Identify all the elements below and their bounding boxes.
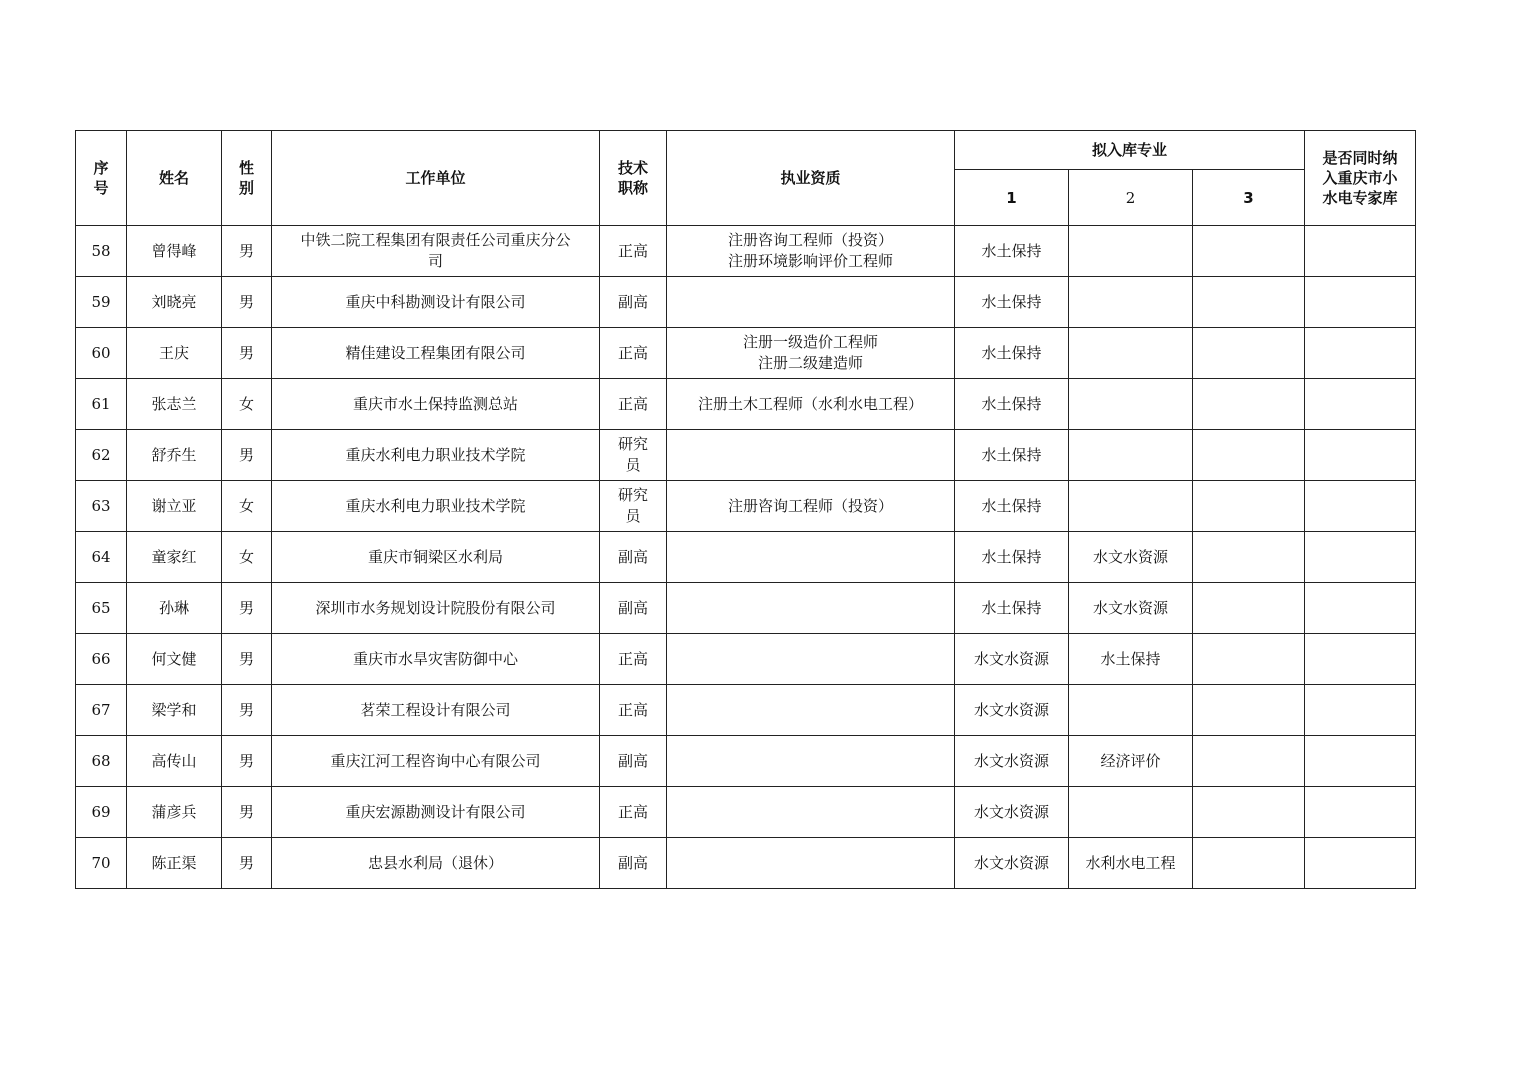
cell-employer-line: 司 xyxy=(427,252,443,270)
cell-major-1: 水文水资源 xyxy=(955,634,1069,685)
table-row xyxy=(76,787,1416,838)
cell-hydropower xyxy=(1305,277,1416,328)
cell-seq: 58 xyxy=(76,226,127,277)
cell-name: 孙琳 xyxy=(127,583,222,634)
header-title: 技术 职称 xyxy=(600,131,667,226)
cell-gender: 男 xyxy=(222,634,272,685)
cell-qualification xyxy=(667,685,955,736)
cell-title xyxy=(600,736,667,787)
cell-major-3 xyxy=(1193,532,1305,583)
header-major-1: 1 xyxy=(955,170,1069,226)
cell-employer xyxy=(272,736,600,787)
cell-major-1: 水文水资源 xyxy=(955,838,1069,889)
cell-title xyxy=(600,277,667,328)
cell-hydropower xyxy=(1305,634,1416,685)
cell-title-line: 正高 xyxy=(617,241,648,260)
cell-seq: 64 xyxy=(76,532,127,583)
cell-hydropower xyxy=(1305,685,1416,736)
cell-title-line: 研究 xyxy=(617,435,648,453)
cell-seq: 66 xyxy=(76,634,127,685)
cell-major-2: 水土保持 xyxy=(1069,634,1193,685)
cell-major-3 xyxy=(1193,838,1305,889)
cell-title xyxy=(600,838,667,889)
cell-employer xyxy=(272,532,600,583)
cell-major-1: 水土保持 xyxy=(955,430,1069,481)
cell-seq: 70 xyxy=(76,838,127,889)
cell-seq: 61 xyxy=(76,379,127,430)
cell-employer-line: 重庆市水旱灾害防御中心 xyxy=(352,649,518,668)
cell-gender: 女 xyxy=(222,481,272,532)
cell-hydropower xyxy=(1305,787,1416,838)
cell-title xyxy=(600,481,667,532)
cell-employer-line: 重庆市水土保持监测总站 xyxy=(352,394,518,413)
cell-seq: 63 xyxy=(76,481,127,532)
cell-employer-line: 重庆水利电力职业技术学院 xyxy=(345,445,526,464)
cell-seq: 65 xyxy=(76,583,127,634)
cell-name: 梁学和 xyxy=(127,685,222,736)
cell-qualification xyxy=(667,838,955,889)
cell-gender: 男 xyxy=(222,736,272,787)
cell-title-line: 副高 xyxy=(617,292,648,311)
cell-hydropower xyxy=(1305,328,1416,379)
table-row xyxy=(76,634,1416,685)
header-hydropower: 是否同时纳 入重庆市小 水电专家库 xyxy=(1305,131,1416,226)
table-body xyxy=(76,226,1416,889)
cell-name: 蒲彦兵 xyxy=(127,787,222,838)
header-majors-group: 拟入库专业 xyxy=(955,131,1305,170)
cell-title xyxy=(600,379,667,430)
cell-gender: 男 xyxy=(222,277,272,328)
cell-employer xyxy=(272,379,600,430)
cell-major-3 xyxy=(1193,328,1305,379)
cell-major-2 xyxy=(1069,430,1193,481)
cell-employer-line: 深圳市水务规划设计院股份有限公司 xyxy=(315,598,556,617)
cell-gender: 男 xyxy=(222,583,272,634)
cell-employer-line: 重庆中科勘测设计有限公司 xyxy=(345,292,526,311)
cell-title xyxy=(600,328,667,379)
cell-qualification-line: 注册二级建造师 xyxy=(757,354,863,372)
cell-major-2 xyxy=(1069,787,1193,838)
cell-hydropower xyxy=(1305,430,1416,481)
cell-qualification xyxy=(667,328,955,379)
cell-major-3 xyxy=(1193,634,1305,685)
cell-gender: 女 xyxy=(222,532,272,583)
table-row xyxy=(76,481,1416,532)
cell-employer-line: 重庆宏源勘测设计有限公司 xyxy=(345,802,526,821)
cell-name: 何文健 xyxy=(127,634,222,685)
cell-seq: 68 xyxy=(76,736,127,787)
cell-employer-line: 重庆江河工程咨询中心有限公司 xyxy=(330,751,541,770)
cell-major-2: 水文水资源 xyxy=(1069,583,1193,634)
cell-gender: 男 xyxy=(222,328,272,379)
cell-hydropower xyxy=(1305,583,1416,634)
cell-gender: 男 xyxy=(222,685,272,736)
header-name: 姓名 xyxy=(127,131,222,226)
cell-qualification xyxy=(667,277,955,328)
expert-table-page xyxy=(75,130,1415,889)
cell-major-3 xyxy=(1193,226,1305,277)
cell-major-2 xyxy=(1069,277,1193,328)
cell-major-1: 水土保持 xyxy=(955,379,1069,430)
cell-name: 谢立亚 xyxy=(127,481,222,532)
cell-qualification xyxy=(667,430,955,481)
cell-title-line: 正高 xyxy=(617,343,648,362)
cell-title-line: 正高 xyxy=(617,802,648,821)
cell-name: 舒乔生 xyxy=(127,430,222,481)
cell-major-2 xyxy=(1069,685,1193,736)
cell-name: 王庆 xyxy=(127,328,222,379)
cell-qualification xyxy=(667,787,955,838)
cell-hydropower xyxy=(1305,736,1416,787)
cell-seq: 62 xyxy=(76,430,127,481)
cell-title xyxy=(600,685,667,736)
cell-name: 童家红 xyxy=(127,532,222,583)
cell-major-3 xyxy=(1193,685,1305,736)
cell-major-3 xyxy=(1193,736,1305,787)
cell-qualification-line: 注册土木工程师（水利水电工程） xyxy=(697,394,923,413)
cell-title xyxy=(600,787,667,838)
cell-major-2: 水文水资源 xyxy=(1069,532,1193,583)
cell-qualification xyxy=(667,379,955,430)
cell-major-3 xyxy=(1193,481,1305,532)
cell-employer-line: 重庆市铜梁区水利局 xyxy=(367,547,503,566)
cell-employer xyxy=(272,634,600,685)
cell-employer-line: 茗荣工程设计有限公司 xyxy=(360,700,511,719)
cell-gender: 男 xyxy=(222,838,272,889)
table-row xyxy=(76,430,1416,481)
cell-major-3 xyxy=(1193,379,1305,430)
cell-major-2 xyxy=(1069,328,1193,379)
table-row xyxy=(76,583,1416,634)
cell-title-line: 正高 xyxy=(617,700,648,719)
cell-title-line: 副高 xyxy=(617,751,648,770)
cell-name: 曾得峰 xyxy=(127,226,222,277)
cell-employer xyxy=(272,685,600,736)
cell-major-2 xyxy=(1069,379,1193,430)
cell-title-line: 副高 xyxy=(617,598,648,617)
header-gender: 性 别 xyxy=(222,131,272,226)
cell-major-3 xyxy=(1193,787,1305,838)
cell-major-3 xyxy=(1193,277,1305,328)
cell-qualification xyxy=(667,583,955,634)
cell-gender: 男 xyxy=(222,430,272,481)
cell-qualification xyxy=(667,634,955,685)
table-row xyxy=(76,532,1416,583)
table-row xyxy=(76,226,1416,277)
cell-major-1: 水土保持 xyxy=(955,226,1069,277)
table-row xyxy=(76,328,1416,379)
cell-major-1: 水土保持 xyxy=(955,328,1069,379)
cell-qualification xyxy=(667,532,955,583)
cell-employer-line: 中铁二院工程集团有限责任公司重庆分公 xyxy=(300,231,571,249)
cell-title xyxy=(600,226,667,277)
cell-hydropower xyxy=(1305,532,1416,583)
cell-hydropower xyxy=(1305,838,1416,889)
cell-gender: 男 xyxy=(222,226,272,277)
cell-major-1: 水土保持 xyxy=(955,277,1069,328)
cell-gender: 女 xyxy=(222,379,272,430)
header-qualification: 执业资质 xyxy=(667,131,955,226)
cell-employer xyxy=(272,226,600,277)
header-major-2: 2 xyxy=(1069,170,1193,226)
cell-employer-line: 精佳建设工程集团有限公司 xyxy=(345,343,526,362)
cell-major-3 xyxy=(1193,583,1305,634)
cell-major-1: 水土保持 xyxy=(955,583,1069,634)
cell-hydropower xyxy=(1305,481,1416,532)
cell-title-line: 副高 xyxy=(617,547,648,566)
cell-major-1: 水土保持 xyxy=(955,481,1069,532)
cell-title xyxy=(600,430,667,481)
table-row xyxy=(76,685,1416,736)
cell-hydropower xyxy=(1305,226,1416,277)
cell-qualification xyxy=(667,481,955,532)
cell-seq: 67 xyxy=(76,685,127,736)
cell-major-2: 水利水电工程 xyxy=(1069,838,1193,889)
cell-name: 刘晓亮 xyxy=(127,277,222,328)
cell-title-line: 员 xyxy=(625,507,641,525)
cell-qualification-line: 注册咨询工程师（投资） xyxy=(727,231,893,249)
cell-title-line: 正高 xyxy=(617,649,648,668)
cell-employer xyxy=(272,328,600,379)
cell-major-1: 水文水资源 xyxy=(955,787,1069,838)
cell-title xyxy=(600,634,667,685)
cell-employer xyxy=(272,481,600,532)
cell-title-line: 研究 xyxy=(617,486,648,504)
cell-name: 陈正渠 xyxy=(127,838,222,889)
cell-employer-line: 重庆水利电力职业技术学院 xyxy=(345,496,526,515)
cell-employer xyxy=(272,430,600,481)
cell-qualification xyxy=(667,226,955,277)
table-row xyxy=(76,379,1416,430)
expert-table xyxy=(75,130,1416,889)
cell-employer xyxy=(272,838,600,889)
cell-employer xyxy=(272,583,600,634)
table-row xyxy=(76,277,1416,328)
cell-title-line: 副高 xyxy=(617,853,648,872)
cell-employer-line: 忠县水利局（退休） xyxy=(367,853,503,872)
cell-name: 高传山 xyxy=(127,736,222,787)
cell-major-2 xyxy=(1069,226,1193,277)
cell-employer xyxy=(272,277,600,328)
cell-seq: 60 xyxy=(76,328,127,379)
cell-title xyxy=(600,532,667,583)
cell-title-line: 正高 xyxy=(617,394,648,413)
cell-title-line: 员 xyxy=(625,456,641,474)
cell-major-2: 经济评价 xyxy=(1069,736,1193,787)
cell-qualification-line: 注册环境影响评价工程师 xyxy=(727,252,893,270)
cell-hydropower xyxy=(1305,379,1416,430)
table-header xyxy=(76,131,1416,226)
cell-qualification-line: 注册一级造价工程师 xyxy=(742,333,878,351)
cell-qualification-line: 注册咨询工程师（投资） xyxy=(727,496,893,515)
cell-title xyxy=(600,583,667,634)
cell-name: 张志兰 xyxy=(127,379,222,430)
cell-major-1: 水文水资源 xyxy=(955,685,1069,736)
cell-seq: 59 xyxy=(76,277,127,328)
cell-qualification xyxy=(667,736,955,787)
table-row xyxy=(76,838,1416,889)
header-seq: 序 号 xyxy=(76,131,127,226)
cell-employer xyxy=(272,787,600,838)
cell-major-1: 水文水资源 xyxy=(955,736,1069,787)
cell-seq: 69 xyxy=(76,787,127,838)
cell-major-1: 水土保持 xyxy=(955,532,1069,583)
cell-major-2 xyxy=(1069,481,1193,532)
header-major-3: 3 xyxy=(1193,170,1305,226)
header-employer: 工作单位 xyxy=(272,131,600,226)
cell-gender: 男 xyxy=(222,787,272,838)
table-row xyxy=(76,736,1416,787)
cell-major-3 xyxy=(1193,430,1305,481)
